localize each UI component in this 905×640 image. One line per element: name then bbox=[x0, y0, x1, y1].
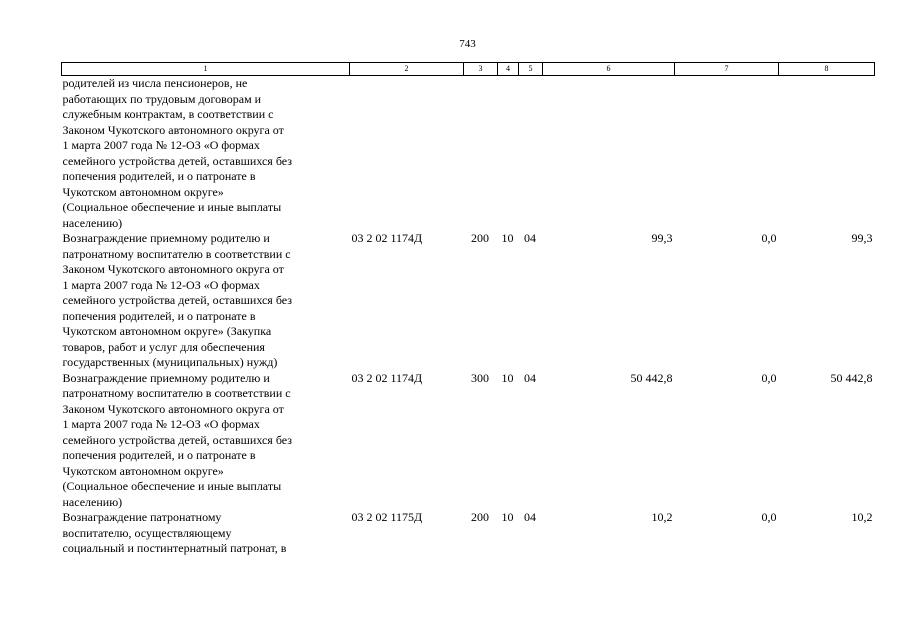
budget-table bbox=[61, 62, 875, 557]
header-col-8: 8 bbox=[779, 63, 875, 76]
row-amount-col6: 50 442,8 bbox=[630, 370, 673, 385]
header-col-1: 1 bbox=[62, 63, 350, 76]
row-subsection: 04 bbox=[524, 231, 536, 245]
description-line: Законом Чукотского автономного округа от bbox=[62, 262, 284, 276]
row-target-code: 03 2 02 1175Д bbox=[351, 510, 423, 524]
row-description bbox=[62, 371, 350, 511]
row-expense-type bbox=[464, 76, 498, 232]
table-row bbox=[62, 76, 875, 232]
table-body bbox=[62, 76, 875, 557]
row-description bbox=[62, 76, 350, 232]
description-line: Вознаграждение патронатному bbox=[62, 510, 222, 524]
row-description bbox=[62, 510, 350, 557]
description-line: патронатному воспитателю в соответствии с bbox=[62, 246, 291, 261]
description-line: Законом Чукотского автономного округа от bbox=[62, 122, 284, 137]
row-amount-col6 bbox=[543, 76, 675, 232]
description-line: семейного устройства детей, оставшихся без bbox=[62, 432, 292, 447]
description-line: государственных (муниципальных) нужд) bbox=[62, 355, 278, 369]
description-line: воспитателю, осуществляющему bbox=[62, 525, 232, 540]
page-number: 743 bbox=[459, 38, 476, 50]
row-amount-col6: 10,2 bbox=[651, 510, 673, 524]
row-amount-col6: 99,3 bbox=[651, 231, 673, 245]
description-line: Вознаграждение приемному родителю и bbox=[62, 231, 270, 245]
table-row bbox=[62, 231, 875, 371]
column-number-header bbox=[62, 63, 875, 76]
row-target-code: 03 2 02 1174Д bbox=[351, 231, 423, 245]
description-line: Вознаграждение приемному родителю и bbox=[62, 370, 270, 385]
description-line: семейного устройства детей, оставшихся без bbox=[62, 293, 292, 307]
description-line: попечения родителей, и о патронате в bbox=[62, 448, 256, 462]
description-line: товаров, работ и услуг для обеспечения bbox=[62, 339, 265, 354]
row-description bbox=[62, 231, 350, 371]
description-line: 1 марта 2007 года № 12-ОЗ «О формах bbox=[62, 138, 260, 152]
row-amount-col7: 0,0 bbox=[761, 231, 777, 245]
description-line: (Социальное обеспечение и иные выплаты bbox=[62, 479, 282, 493]
description-line: населению) bbox=[62, 494, 123, 509]
row-subsection: 04 bbox=[524, 370, 536, 385]
row-amount-col7: 0,0 bbox=[761, 370, 777, 385]
description-line: Чукотском автономном округе» bbox=[62, 463, 224, 478]
description-line: населению) bbox=[62, 215, 123, 230]
description-line: попечения родителей, и о патронате в bbox=[62, 169, 256, 183]
row-expense-type: 300 bbox=[471, 370, 489, 385]
table-row bbox=[62, 371, 875, 511]
row-amount-col8 bbox=[779, 76, 875, 232]
row-expense-type: 200 bbox=[471, 510, 489, 524]
row-amount-col8: 10,2 bbox=[851, 510, 873, 524]
row-section: 10 bbox=[501, 510, 514, 524]
description-line: семейного устройства детей, оставшихся без bbox=[62, 153, 292, 168]
description-line: работающих по трудовым договорам и bbox=[62, 91, 262, 106]
row-section: 10 bbox=[501, 231, 514, 245]
description-line: родителей из числа пенсионеров, не bbox=[62, 76, 248, 90]
row-amount-col8: 99,3 bbox=[851, 231, 873, 245]
row-amount-col7 bbox=[675, 76, 779, 232]
header-col-3: 3 bbox=[464, 63, 498, 76]
row-target-code: 03 2 02 1174Д bbox=[351, 370, 423, 385]
description-line: Чукотском автономном округе» bbox=[62, 184, 224, 199]
row-target-code bbox=[350, 76, 464, 232]
header-col-4: 4 bbox=[498, 63, 519, 76]
header-col-7: 7 bbox=[675, 63, 779, 76]
description-line: Чукотском автономном округе» (Закупка bbox=[62, 324, 272, 338]
description-line: попечения родителей, и о патронате в bbox=[62, 308, 256, 323]
row-amount-col7: 0,0 bbox=[761, 510, 777, 524]
row-amount-col8: 50 442,8 bbox=[830, 370, 873, 385]
description-line: 1 марта 2007 года № 12-ОЗ «О формах bbox=[62, 277, 260, 292]
row-section: 10 bbox=[501, 370, 514, 385]
header-col-2: 2 bbox=[350, 63, 464, 76]
row-subsection bbox=[519, 76, 543, 232]
description-line: 1 марта 2007 года № 12-ОЗ «О формах bbox=[62, 417, 260, 431]
description-line: Законом Чукотского автономного округа от bbox=[62, 401, 284, 416]
description-line: служебным контрактам, в соответствии с bbox=[62, 107, 274, 121]
description-line: патронатному воспитателю в соответствии с bbox=[62, 386, 291, 400]
description-line: социальный и постинтернатный патронат, в bbox=[62, 541, 287, 555]
table-row bbox=[62, 510, 875, 557]
description-line: (Социальное обеспечение и иные выплаты bbox=[62, 200, 282, 214]
row-subsection: 04 bbox=[524, 510, 536, 524]
row-section bbox=[498, 76, 519, 232]
row-expense-type: 200 bbox=[471, 231, 489, 245]
header-col-5: 5 bbox=[519, 63, 543, 76]
header-col-6: 6 bbox=[543, 63, 675, 76]
